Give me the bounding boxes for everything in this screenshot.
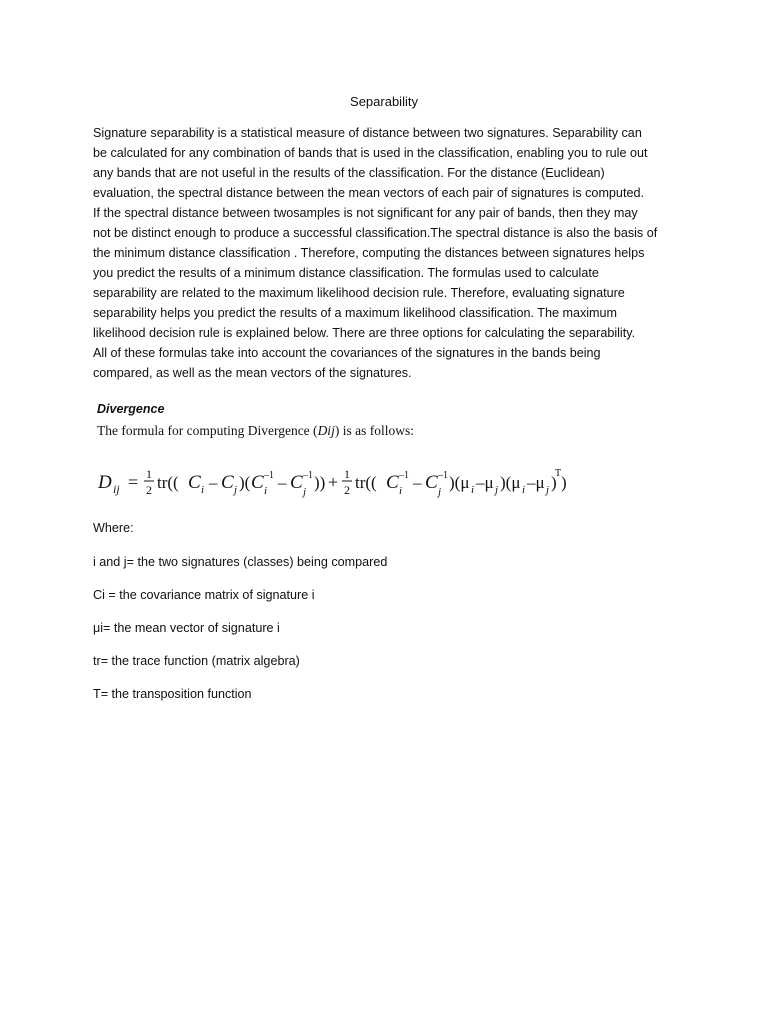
svg-text:i: i bbox=[201, 484, 205, 496]
definition-item: i and j= the two signatures (classes) being compared bbox=[93, 555, 388, 569]
svg-text:j: j bbox=[438, 486, 442, 498]
paragraph-line: the minimum distance classification . Therefore, computing the distances between signatures helps bbox=[93, 246, 645, 260]
svg-text:C: C bbox=[188, 472, 201, 493]
svg-text:–1: –1 bbox=[264, 470, 274, 481]
definition-item: Ci = the covariance matrix of signature i bbox=[93, 588, 315, 602]
svg-text:–μ: –μ bbox=[527, 473, 545, 492]
svg-text:=: = bbox=[128, 472, 139, 492]
paragraph-line: any bands that are not useful in the results of the classification. For the distance (Euclidean) bbox=[93, 166, 605, 180]
svg-text:i: i bbox=[522, 484, 526, 496]
svg-text:j: j bbox=[495, 484, 499, 496]
paragraph-line: Signature separability is a statistical measure of distance between two signatures. Separability can bbox=[93, 126, 642, 140]
body-paragraph bbox=[93, 123, 678, 383]
paragraph-line: you predict the results of a minimum distance classification. The formulas used to calculate bbox=[93, 266, 599, 280]
paragraph-line: likelihood decision rule is explained below. There are three options for calculating the separability. bbox=[93, 326, 636, 340]
svg-text:i: i bbox=[471, 484, 475, 496]
svg-text:2: 2 bbox=[146, 483, 152, 497]
where-label: Where: bbox=[93, 521, 134, 535]
definition-item: μi= the mean vector of signature i bbox=[93, 621, 280, 635]
svg-text:): ) bbox=[561, 473, 567, 492]
svg-text:): ) bbox=[551, 473, 557, 492]
svg-text:)(μ: )(μ bbox=[449, 473, 470, 492]
svg-text:D: D bbox=[98, 472, 112, 493]
svg-text:–μ: –μ bbox=[476, 473, 494, 492]
svg-text:+: + bbox=[328, 472, 339, 492]
paragraph-line: separability helps you predict the results of a maximum likelihood classification. The maximum bbox=[93, 306, 618, 320]
svg-text:T: T bbox=[555, 468, 562, 479]
divergence-intro-text: The formula for computing Divergence ( bbox=[97, 423, 318, 438]
paragraph-line: evaluation, the spectral distance between the mean vectors of each pair of signatures is computed. bbox=[93, 186, 644, 200]
svg-text:ij: ij bbox=[113, 482, 120, 496]
svg-text:i: i bbox=[264, 485, 268, 497]
paragraph-line: be calculated for any combination of bands that is used in the classification, enabling you to rule out bbox=[93, 146, 648, 160]
svg-text:C: C bbox=[221, 472, 234, 493]
svg-text:–1: –1 bbox=[303, 470, 313, 481]
page-title: Separability bbox=[350, 94, 418, 109]
svg-text:C: C bbox=[290, 472, 303, 493]
paragraph-line: separability are related to the maximum likelihood decision rule. Therefore, evaluating signature bbox=[93, 286, 625, 300]
svg-text:–1: –1 bbox=[399, 470, 409, 481]
svg-text:–: – bbox=[209, 473, 218, 492]
svg-text:C: C bbox=[251, 472, 264, 493]
paragraph-line: not be distinct enough to produce a successful classification.The spectral distance is also the basis of bbox=[93, 226, 658, 240]
svg-text:tr((: tr(( bbox=[157, 473, 179, 492]
svg-text:2: 2 bbox=[344, 483, 350, 497]
svg-text:j: j bbox=[303, 486, 307, 498]
svg-text:i: i bbox=[399, 485, 403, 497]
svg-text:)): )) bbox=[314, 473, 326, 492]
divergence-heading: Divergence bbox=[97, 402, 165, 416]
svg-text:j: j bbox=[546, 484, 550, 496]
definition-item: tr= the trace function (matrix algebra) bbox=[93, 654, 300, 668]
svg-text:1: 1 bbox=[344, 467, 350, 481]
svg-text:–1: –1 bbox=[438, 470, 448, 481]
paragraph-line: If the spectral distance between twosamples is not significant for any pair of bands, then they may bbox=[93, 206, 638, 220]
svg-text:)(μ: )(μ bbox=[500, 473, 521, 492]
svg-text:–: – bbox=[278, 473, 287, 492]
svg-text:–: – bbox=[413, 473, 422, 492]
paragraph-line: compared, as well as the mean vectors of the signatures. bbox=[93, 366, 412, 380]
svg-text:C: C bbox=[425, 472, 438, 493]
divergence-symbol: Dij bbox=[317, 423, 335, 438]
divergence-intro-text-end: ) is as follows: bbox=[334, 423, 414, 438]
divergence-intro bbox=[97, 421, 414, 441]
svg-text:)(: )( bbox=[239, 473, 251, 492]
svg-text:1: 1 bbox=[146, 467, 152, 481]
paragraph-line: All of these formulas take into account the covariances of the signatures in the bands being bbox=[93, 346, 601, 360]
svg-text:C: C bbox=[386, 472, 399, 493]
svg-text:j: j bbox=[234, 484, 238, 496]
divergence-formula-image bbox=[96, 458, 566, 508]
definition-item: T= the transposition function bbox=[93, 687, 252, 701]
svg-text:tr((: tr(( bbox=[355, 473, 377, 492]
